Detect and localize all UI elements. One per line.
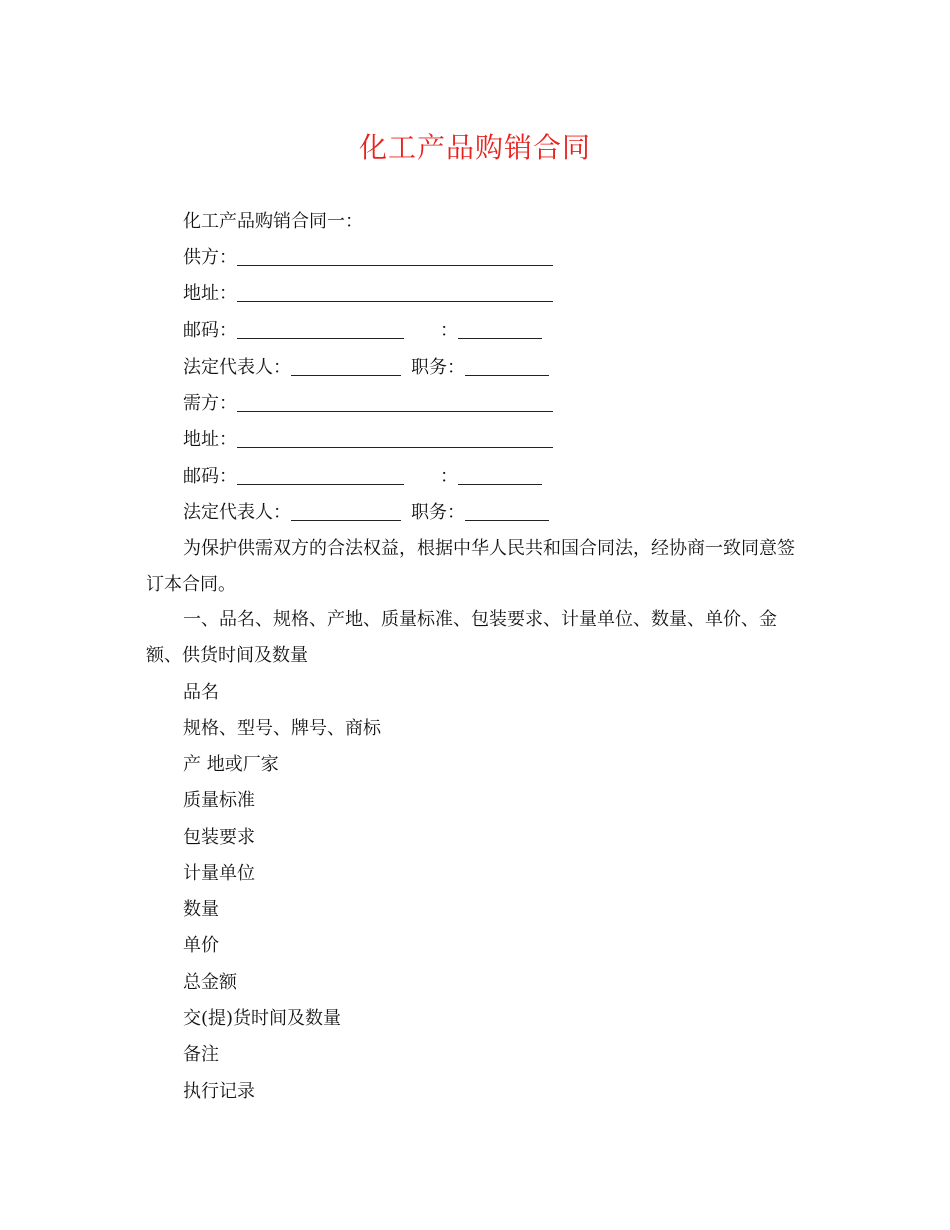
- intro-text: 为保护供需双方的合法权益，根据中华人民共和国合同法，经协商一致同意签订本合同。: [146, 538, 795, 595]
- supplier-position-blank[interactable]: [465, 358, 549, 376]
- supplier-position-label: 职务：: [411, 357, 465, 378]
- list-item: 计量单位: [183, 863, 255, 884]
- buyer-party-blank[interactable]: [237, 394, 553, 412]
- supplier-phone-blank[interactable]: [458, 321, 542, 339]
- list-item: 质量标准: [183, 790, 255, 811]
- buyer-postcode-label: 邮码：: [183, 466, 237, 487]
- list-item: 备注: [183, 1044, 219, 1065]
- supplier-address-blank[interactable]: [237, 284, 553, 302]
- buyer-address-blank[interactable]: [237, 430, 553, 448]
- buyer-party-label: 需方：: [183, 393, 237, 414]
- supplier-postcode-label: 邮码：: [183, 320, 237, 341]
- buyer-postcode-blank[interactable]: [237, 467, 404, 485]
- intro-paragraph: [146, 531, 806, 603]
- list-item: 品名: [183, 682, 219, 703]
- list-item: 执行记录: [183, 1081, 255, 1102]
- supplier-party-blank[interactable]: [237, 248, 553, 266]
- contract-subtitle: 化工产品购销合同一：: [183, 211, 363, 232]
- list-item: 单价: [183, 935, 219, 956]
- supplier-phone-label: ：: [440, 320, 458, 341]
- buyer-party-row: [183, 392, 553, 416]
- list-item: 规格、型号、牌号、商标: [183, 718, 381, 739]
- supplier-party-label: 供方：: [183, 247, 237, 268]
- buyer-address-label: 地址：: [183, 429, 237, 450]
- supplier-postcode-row: [183, 319, 542, 343]
- buyer-rep-row: [183, 501, 549, 525]
- buyer-position-blank[interactable]: [465, 503, 549, 521]
- clause-one-paragraph: [146, 602, 806, 674]
- list-item: 包装要求: [183, 827, 255, 848]
- clause-one-text: 一、品名、规格、产地、质量标准、包装要求、计量单位、数量、单价、金额、供货时间及数量: [146, 609, 777, 666]
- supplier-address-row: [183, 282, 553, 306]
- buyer-rep-blank[interactable]: [291, 503, 401, 521]
- buyer-rep-label: 法定代表人：: [183, 502, 291, 523]
- supplier-rep-row: [183, 356, 549, 380]
- buyer-position-label: 职务：: [411, 502, 465, 523]
- buyer-address-row: [183, 428, 553, 452]
- document-title: 化工产品购销合同: [358, 131, 591, 164]
- supplier-rep-label: 法定代表人：: [183, 357, 291, 378]
- buyer-phone-label: ：: [440, 466, 458, 487]
- supplier-party-row: [183, 246, 553, 270]
- list-item: 总金额: [183, 972, 237, 993]
- list-item: 数量: [183, 899, 219, 920]
- buyer-postcode-row: [183, 465, 542, 489]
- buyer-phone-blank[interactable]: [458, 467, 542, 485]
- supplier-address-label: 地址：: [183, 283, 237, 304]
- supplier-rep-blank[interactable]: [291, 358, 401, 376]
- list-item: 产 地或厂家: [183, 754, 279, 775]
- list-item: 交(提)货时间及数量: [183, 1008, 342, 1029]
- supplier-postcode-blank[interactable]: [237, 321, 404, 339]
